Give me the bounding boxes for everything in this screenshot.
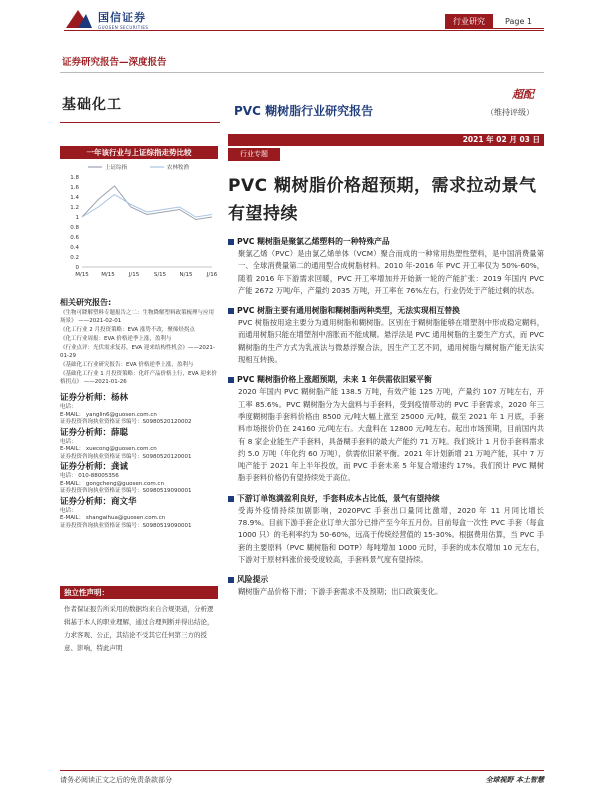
section xyxy=(228,374,544,484)
analyst-card xyxy=(60,392,218,427)
x-tick-label: M/15 xyxy=(101,272,115,278)
analyst-role: 证券分析师： xyxy=(60,496,112,507)
page-footer xyxy=(60,770,544,790)
x-tick-label: M/15 xyxy=(75,272,89,278)
related-item[interactable]: 《化工行业周报：EVA 价格逆季上涨，盈利与 xyxy=(60,336,172,342)
section xyxy=(228,493,544,566)
section xyxy=(228,305,544,366)
analyst-name: 龚诚 xyxy=(111,462,129,472)
bullet-icon xyxy=(228,577,234,583)
y-tick-label: 0.2 xyxy=(70,255,79,261)
logo-mark-icon xyxy=(64,8,94,30)
page-header xyxy=(0,0,600,44)
analyst-cert: 证券投资咨询执业资格证书编号：S0980520120001 xyxy=(60,453,192,460)
main-content xyxy=(228,172,544,599)
analyst-role: 证券分析师： xyxy=(60,427,112,438)
section xyxy=(228,236,544,297)
section-body: 糊树脂产品价格下滑；下游手套需求不及预期；出口政策变化。 xyxy=(238,587,443,597)
topic-tag: 行业专题 xyxy=(228,148,280,161)
logo-text-en: GUOSEN SECURITIES xyxy=(98,24,149,30)
disclaimer-body: 作者保证报告所采用的数据均来自合规渠道，分析逻辑基于本人的职业理解，通过合理判断并得出结论，力求客观、公正，其结论不受其它任何第三方的授意、影响，特此声明 xyxy=(64,605,214,652)
section xyxy=(228,574,544,598)
disclaimer-title: 独立性声明： xyxy=(60,586,218,599)
section-heading: PVC 糊树脂是聚氯乙烯塑料的一种特殊产品 xyxy=(237,237,390,246)
y-tick-label: 0.4 xyxy=(70,245,79,251)
footer-slogan: 全球视野 本土智慧 xyxy=(485,776,544,784)
section-heading: 风险提示 xyxy=(237,575,269,585)
legend-label: 上证综指 xyxy=(105,165,128,171)
rating: 超配 xyxy=(512,88,534,101)
section-body: 2020 年国内 PVC 糊树脂产能 138.5 万吨，有效产能 125 万吨，产量约 107 万吨左右，开工率 85.6%。PVC 糊树脂分为大盘料与手套料，受到疫情带动的 PVC 手套需求，2020 年三季度糊树脂手套料价格由 8500 元/吨大幅上涨至 25000 元/吨，截至 2021 年 1 月底，手套料市场报价仍在 24160 元/吨左右。大盘料在 12800 元/吨左右。起出市场预期，目前国内共有 8 家企业能生产手套料，具备糊手套料的最大产能约 71 万吨。我们统计 1 月份手套料需求约 5.0 万吨（年化约 60 万吨），供需依旧紧平衡。2021 年计划新增 21 万吨产能，其中 7 万吨产能于 2021 年上半年投放，而 PVC 手套未来 5 年复合增速约 17%。我们预计 PVC 糊树脂手套料价格仍有望持续处于高位。 xyxy=(238,387,544,483)
section-body: 聚氯乙烯（PVC）是由氯乙烯单体（VCM）聚合而成的一种常用热塑性塑料，是中国消费量第一、全球消费量第二的通用型合成树脂材料。2010 年-2016 年 PVC 开工率仅为 50%-60%，随着 2016 年下游需求回暖，PVC 开工率增加并开始新一轮的产能扩张：2019 年国内 PVC 产能 2672 万吨/年，产量约 2035 万吨，开工率在 76%左右，行业仍处于产能过剩的状态。 xyxy=(238,249,544,295)
analyst-email[interactable]: E-MAIL： gongcheng@guosen.com.cn xyxy=(60,480,164,487)
footer-notice: 请务必阅读正文之后的免责条款部分 xyxy=(60,776,172,784)
legend-label: 农林牧渔 xyxy=(167,165,190,171)
analyst-role: 证券分析师： xyxy=(60,462,112,472)
y-tick-label: 1.2 xyxy=(70,205,79,211)
y-tick-label: 1.6 xyxy=(70,185,79,191)
bullet-icon xyxy=(228,496,234,502)
analyst-phone: 电话： xyxy=(60,404,77,410)
related-item[interactable]: 《化工行业 2 月投资策略：EVA 涨势不改，聚烯烃拐点 xyxy=(60,327,195,333)
analyst-name: 商文华 xyxy=(111,496,137,507)
section-body: 受海外疫情持续加剧影响，2020PVC 手套出口量同比激增，2020 年 11 月同比增长 78.9%。目前下游手套企业订单大部分已排产至今年五月份。目前每盒一次性 PVC 手套（每盒 1000 只）的毛利率约为 50-60%，远高于传统经营值的 15-30%。根据费用估算，当 PVC 手套的主要原料（PVC 糊树脂和 DOTP）每吨增加 1000 元时，手套的成本仅增加 10 元左右，下游对于原材料涨价接受度较高，手套料景气度有望持续。 xyxy=(238,505,544,564)
page-number: Page 1 xyxy=(493,15,544,29)
analyst-email[interactable]: E-MAIL： xuecong@guosen.com.cn xyxy=(60,446,157,452)
analyst-card xyxy=(60,427,218,462)
x-tick-label: J/16 xyxy=(206,272,218,278)
analyst-card xyxy=(60,461,218,496)
section-heading: 下游订单饱满盈利良好，手套料成本占比低，景气有望持续 xyxy=(237,493,440,503)
header-divider xyxy=(64,30,544,31)
analyst-name: 薛聪 xyxy=(111,427,129,438)
analyst-card xyxy=(60,496,218,531)
analyst-email[interactable]: E-MAIL： shangaihua@guosen.com.cn xyxy=(60,515,166,521)
analyst-email[interactable]: E-MAIL： yanglin6@guosen.com.cn xyxy=(60,411,157,418)
y-tick-label: 1 xyxy=(75,215,79,221)
analyst-role: 证券分析师： xyxy=(60,393,112,403)
analyst-phone: 电话： xyxy=(60,438,77,445)
analyst-cert: 证券投资咨询执业资格证书编号：S0980520120002 xyxy=(60,419,192,425)
bullet-icon xyxy=(228,377,234,383)
sector-divider xyxy=(60,122,220,123)
company-logo xyxy=(64,8,148,30)
x-tick-label: J/15 xyxy=(128,272,140,278)
y-tick-label: 1.8 xyxy=(70,175,79,181)
perf-chart xyxy=(60,159,218,283)
sector-name: 基础化工 xyxy=(62,97,122,113)
left-column xyxy=(60,146,218,530)
report-type-divider xyxy=(60,72,544,73)
report-type: 证券研究报告—深度报告 xyxy=(62,57,167,68)
date-bar: 2021 年 02 月 03 日 xyxy=(228,134,544,146)
analyst-cert: 证券投资咨询执业资格证书编号：S0980519090001 xyxy=(60,488,192,494)
related-item[interactable]: 《生物可降解塑料专题报告之二：生物降解塑料政策梳理与应用场景》 ——2021-02-01 xyxy=(60,310,215,324)
bullet-icon xyxy=(228,308,234,314)
related-title: 相关研究报告: xyxy=(60,298,112,307)
y-tick-label: 0.8 xyxy=(70,225,79,231)
analyst-name: 杨林 xyxy=(111,393,129,403)
x-tick-label: S/15 xyxy=(153,272,167,278)
perf-chart-title: 一年该行业与上证综指走势比较 xyxy=(60,146,218,159)
section-heading: PVC 糊树脂价格上涨超预期，未来 1 年供需依旧紧平衡 xyxy=(237,375,432,385)
related-item[interactable]: 《基础化工行业 1 月投资策略：化纤产品价格上行，EVA 迎来价格拐点》 ——2021-01-26 xyxy=(60,371,217,385)
rating-sub: （维持评级） xyxy=(486,108,534,117)
analyst-phone: 电话： xyxy=(60,507,77,514)
analyst-cert: 证券投资咨询执业资格证书编号：S0980519090001 xyxy=(60,522,192,529)
related-item[interactable]: 《基础化工行业研究报告：EVA 价格逆季上涨，盈利与 xyxy=(60,362,194,368)
perf-chart-svg xyxy=(60,159,218,283)
series-line xyxy=(82,195,212,218)
section-body: PVC 树脂按用途主要分为通用树脂和糊树脂。区别在于糊树脂能够在增塑剂中形成稳定糊料，而通用树脂只能在增塑剂中溶胀而不能成糊。悬浮法是 PVC 通用树脂的主要生产方式，而 PVC 糊树脂的生产方式为乳液法与微悬浮聚合法，因生产工艺不同，通用树脂与糊树脂产能无法实现相互转换。 xyxy=(238,318,544,365)
x-tick-label: N/15 xyxy=(179,272,193,278)
header-tag: 行业研究 xyxy=(445,14,493,29)
analyst-phone: 电话： 010-88005356 xyxy=(60,473,119,479)
section-heading: PVC 树脂主要有通用树脂和糊树脂两种类型，无法实现相互替换 xyxy=(237,306,460,316)
headline: PVC 糊树脂价格超预期，需求拉动景气有望持续 xyxy=(228,176,537,224)
bullet-icon xyxy=(228,239,234,245)
y-tick-label: 1.4 xyxy=(70,195,79,201)
y-tick-label: 0 xyxy=(75,265,79,271)
independence-statement xyxy=(60,586,218,659)
y-tick-label: 0.6 xyxy=(70,235,79,241)
analyst-list xyxy=(60,392,218,530)
related-list xyxy=(60,309,218,386)
logo-text-cn: 国信证券 xyxy=(98,10,146,24)
report-title: PVC 糊树脂行业研究报告 xyxy=(234,104,374,118)
related-item[interactable]: 《行业点评：光伏需求复苏，EVA 迎来结构性机会》——2021-01-29 xyxy=(60,345,215,359)
